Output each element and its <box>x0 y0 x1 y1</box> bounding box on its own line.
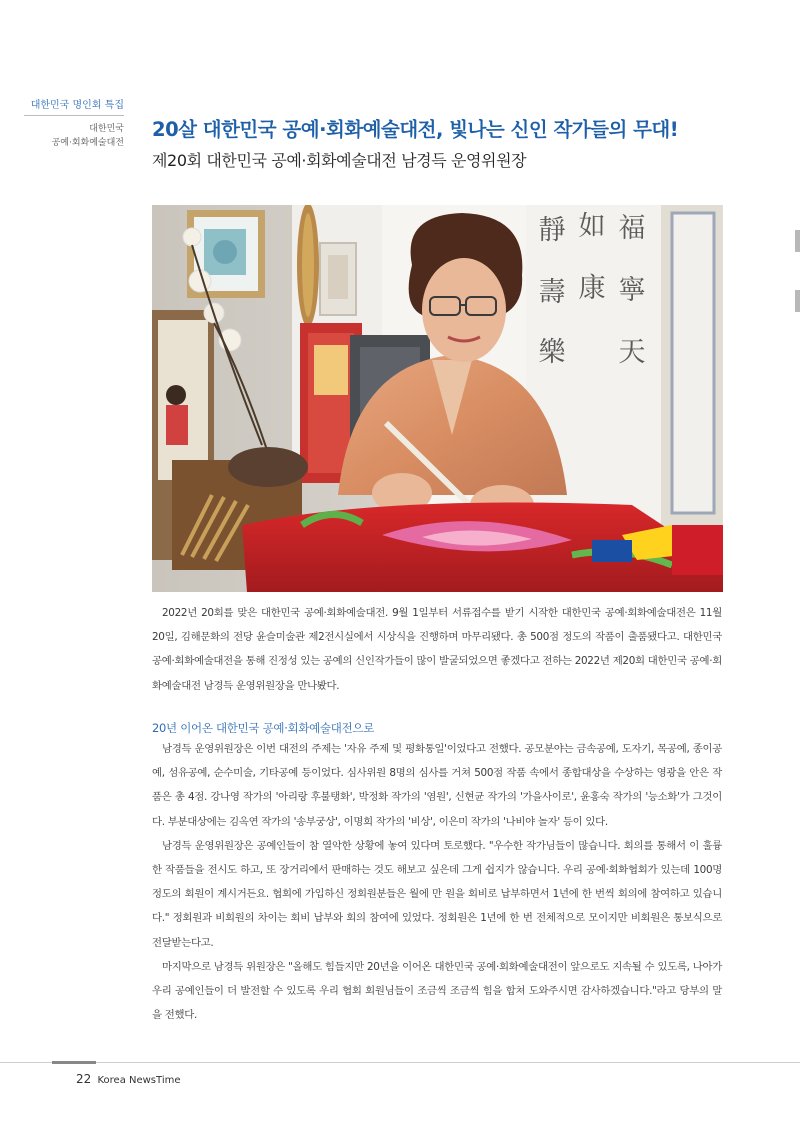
section-subtitle-line2: 공예·회화예술대전 <box>51 138 124 148</box>
section-subtitle <box>24 122 124 150</box>
calligraphy-char: 壽 <box>538 277 566 308</box>
article-photo <box>152 205 723 592</box>
article-subheadline: 제20회 대한민국 공예·회화예술대전 남경득 운영위원장 <box>152 151 527 170</box>
calligraphy-char: 如 <box>578 211 606 242</box>
section-heading: 20년 이어온 대한민국 공예·회화예술대전으로 <box>152 721 375 735</box>
body-paragraph: 남경득 운영위원장은 이번 대전의 주제는 '자유 주제 및 평화통일'이었다고 전했다. 공모분야는 금속공예, 도자기, 목공예, 종이공예, 섬유공예, 순수미술, 기타공예 등이었다. 심사위원 8명의 심사를 거쳐 500점 작품 속에서 종합대상을 수상하는 영광을 안은 작품은 총 4점. 강나영 작가의 '아리랑 후불탱화', 박정화 작가의 '염원', 신현균 작가의 '가을사이로', 윤홍숙 작가의 '능소화'가 그것이다. 부분대상에는 김옥연 작가의 '송부궁상', 이명희 작가의 '비상', 이은미 작가의 '나비야 놀자' 등이 있다. <box>152 743 722 828</box>
section-label <box>24 96 124 150</box>
calligraphy-char: 福 <box>618 213 646 244</box>
footer-divider <box>0 1062 800 1063</box>
intro-paragraph: 2022년 20회를 맞은 대한민국 공예·회화예술대전. 9월 1일부터 서류접수를 받기 시작한 대한민국 공예·회화예술대전은 11월 20일, 김해문화의 전당 윤슬미술관 제2전시실에서 시상식을 진행하며 마무리됐다. 총 500점 정도의 작품이 출품됐다고. 대한민국 공예·회화예술대전을 통해 진정성 있는 공예의 신인작가들이 많이 발굴되었으면 좋겠다고 전하는 2022년 제20회 대한민국 공예·회화예술대전 남경득 운영위원장을 만나봤다. <box>152 607 722 692</box>
section-subtitle-line1: 대한민국 <box>89 124 124 134</box>
body-paragraph: 남경득 운영위원장은 공예인들이 참 열악한 상황에 놓여 있다며 토로했다. "우수한 작가님들이 많습니다. 회의를 통해서 이 훌륭한 작품들을 전시도 하고, 또 장거리에서 판매하는 것도 해보고 싶은데 그게 쉽지가 않습니다. 우리 공예·회화협회가 있는데 100명 정도의 회원이 계시거든요. 협회에 가입하신 정회원분들은 월에 만 원을 회비로 납부하면서 1년에 한 번씩 회의에 참여하고 있습니다." 정회원과 비회원의 차이는 회비 납부와 회의 참여에 있었다. 정회원은 1년에 한 번 전체적으로 모이지만 비회원은 통보식으로 전달받는다고. <box>152 839 722 949</box>
calligraphy-char: 靜 <box>538 215 566 246</box>
article-intro <box>152 601 722 698</box>
page-footer <box>76 1072 181 1086</box>
calligraphy-char: 康 <box>578 273 606 304</box>
calligraphy-char: 寧 <box>618 275 646 306</box>
article-body <box>152 737 722 1027</box>
article-headline: 20살 대한민국 공예·회화예술대전, 빛나는 신인 작가들의 무대! <box>152 118 679 141</box>
footer-divider-accent <box>52 1061 96 1064</box>
publication-name: Korea NewsTime <box>97 1075 181 1086</box>
page-number: 22 <box>76 1072 92 1086</box>
body-paragraph: 마지막으로 남경득 위원장은 "올해도 힘들지만 20년을 이어온 대한민국 공예·회화예술대전이 앞으로도 지속될 수 있도록, 나아가 우리 공예인들이 더 발전할 수 있도록 우리 협회 회원님들이 조금씩 조금씩 힘을 합쳐 도와주시면 감사하겠습니다."라고 당부의 말을 전했다. <box>152 960 722 1022</box>
section-title: 대한민국 명인회 특집 <box>24 96 124 116</box>
page-edge-marks <box>795 230 800 330</box>
calligraphy-char: 天 <box>618 337 646 368</box>
calligraphy-char: 樂 <box>538 337 566 368</box>
